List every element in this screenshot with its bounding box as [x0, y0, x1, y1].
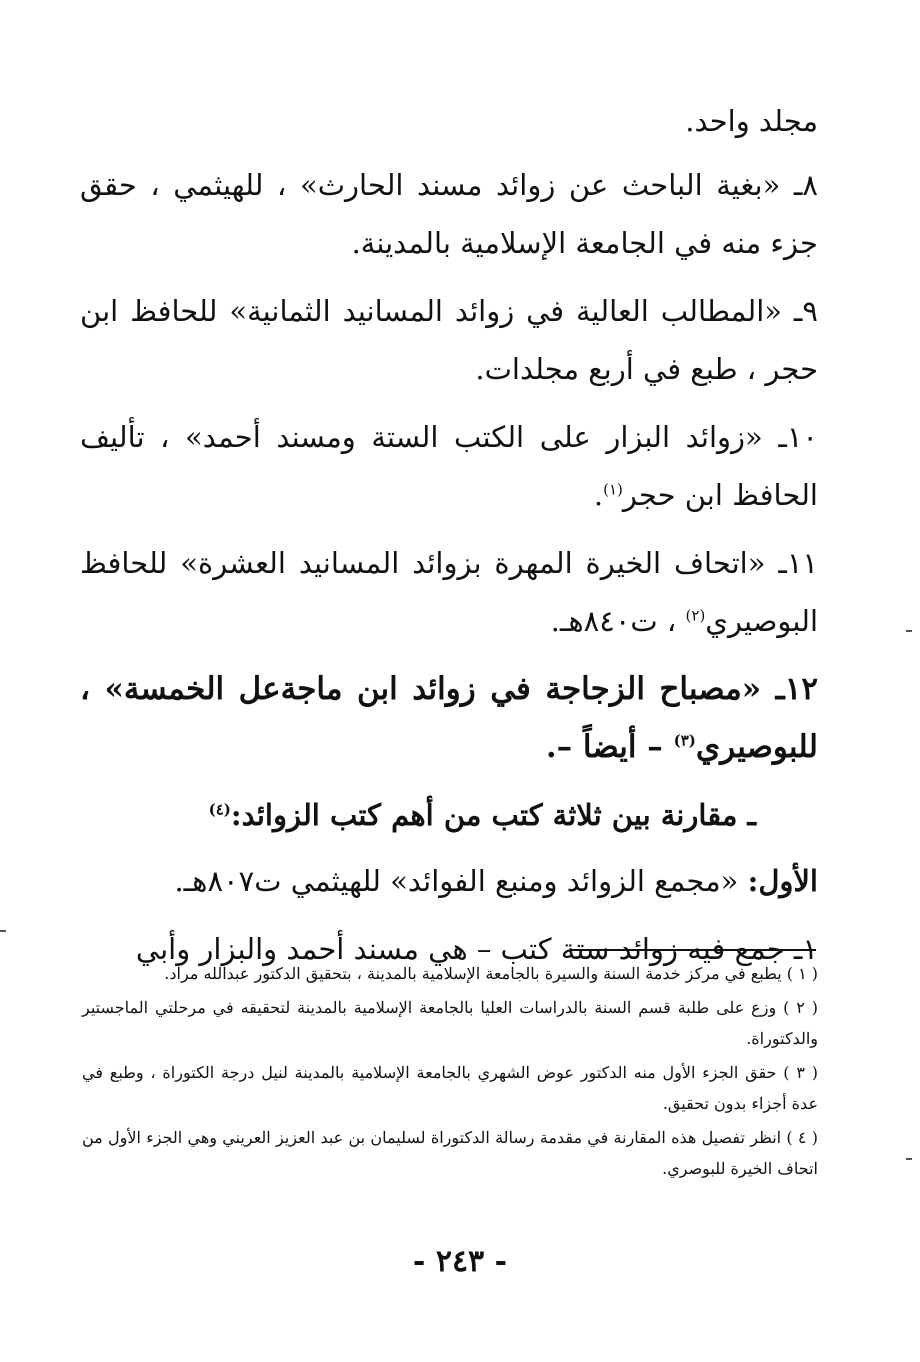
margin-mark: [906, 1158, 912, 1160]
first-book-line: [80, 852, 818, 910]
first-book-text: «مجمع الزوائد ومنبع الفوائد» للهيثمي ت٨٠٧هـ.: [174, 864, 748, 898]
footnote-2: ( ٢ ) وزع على طلبة قسم السنة بالدراسات العليا بالجامعة الإسلامية بالمدينة لتحقيقه في مرحلتي الماجستير والدكتوراة.: [82, 998, 819, 1048]
main-text: [80, 92, 818, 988]
list-item-12: [80, 660, 818, 776]
list-item-11-text: ١١ـ «اتحاف الخيرة المهرة بزوائد المسانيد العشرة» للحافظ البوصيري: [80, 546, 818, 638]
point-1: ١ـ جمع فيه زوائد ستة كتب – هي مسند أحمد والبزار وأبي: [135, 932, 818, 966]
paragraph-continuation: مجلد واحد.: [685, 104, 818, 138]
footnote-ref-3[interactable]: (٣): [673, 731, 696, 750]
footnotes: [82, 958, 818, 1187]
list-item-12-text: ١٢ـ «مصباح الزجاجة في زوائد ابن ماجةعل الخمسة» ، للبوصيري: [80, 671, 818, 765]
list-item-10-text: ١٠ـ «زوائد البزار على الكتب الستة ومسند أحمد» ، تأليف الحافظ ابن حجر: [80, 420, 818, 512]
margin-mark: [906, 630, 912, 632]
list-item-8: ٨ـ «بغية الباحث عن زوائد مسند الحارث» ، للهيثمي ، حقق جزء منه في الجامعة الإسلامية بالمدينة.: [80, 168, 818, 260]
footnote-ref-4[interactable]: (٤): [208, 800, 231, 819]
page-number: - ٢٤٣ -: [412, 1244, 508, 1279]
list-item-9: ٩ـ «المطالب العالية في زوائد المسانيد الثمانية» للحافظ ابن حجر ، طبع في أربع مجلدات.: [80, 294, 818, 386]
list-item-12-end: – أيضاً –.: [545, 729, 674, 765]
footnote-3: ( ٣ ) حقق الجزء الأول منه الدكتور عوض الشهري بالجامعة الإسلامية بالمدينة لنيل درجة الكتوراة ، وطبع في عدة أجزاء بدون تحقيق.: [82, 1063, 819, 1113]
margin-mark: [0, 930, 6, 932]
list-item-11-end: ، ت٨٤٠هـ.: [550, 604, 686, 638]
footnote-4: ( ٤ ) انظر تفصيل هذه المقارنة في مقدمة رسالة الدكتوراة لسليمان بن عبد العزيز العريني وهي الجزء الأول من اتحاف الخيرة للبوصري.: [82, 1128, 818, 1178]
footnote-divider: [570, 949, 816, 951]
section-heading: [80, 786, 818, 844]
list-item-10: [80, 408, 818, 524]
first-book-label: الأول:: [747, 864, 818, 898]
section-heading-text: ـ مقارنة بين ثلاثة كتب من أهم كتب الزوائد:: [230, 798, 756, 832]
list-item-11: [80, 534, 818, 650]
footnote-ref-2[interactable]: (٢): [685, 606, 706, 625]
footnote-ref-1[interactable]: (١): [603, 480, 623, 499]
list-item-10-end: .: [593, 478, 604, 512]
footnote-1: ( ١ ) يطبع في مركز خدمة السنة والسيرة بالجامعة الإسلامية بالمدينة ، بتحقيق الدكتور عبدالله مراد.: [164, 964, 818, 983]
